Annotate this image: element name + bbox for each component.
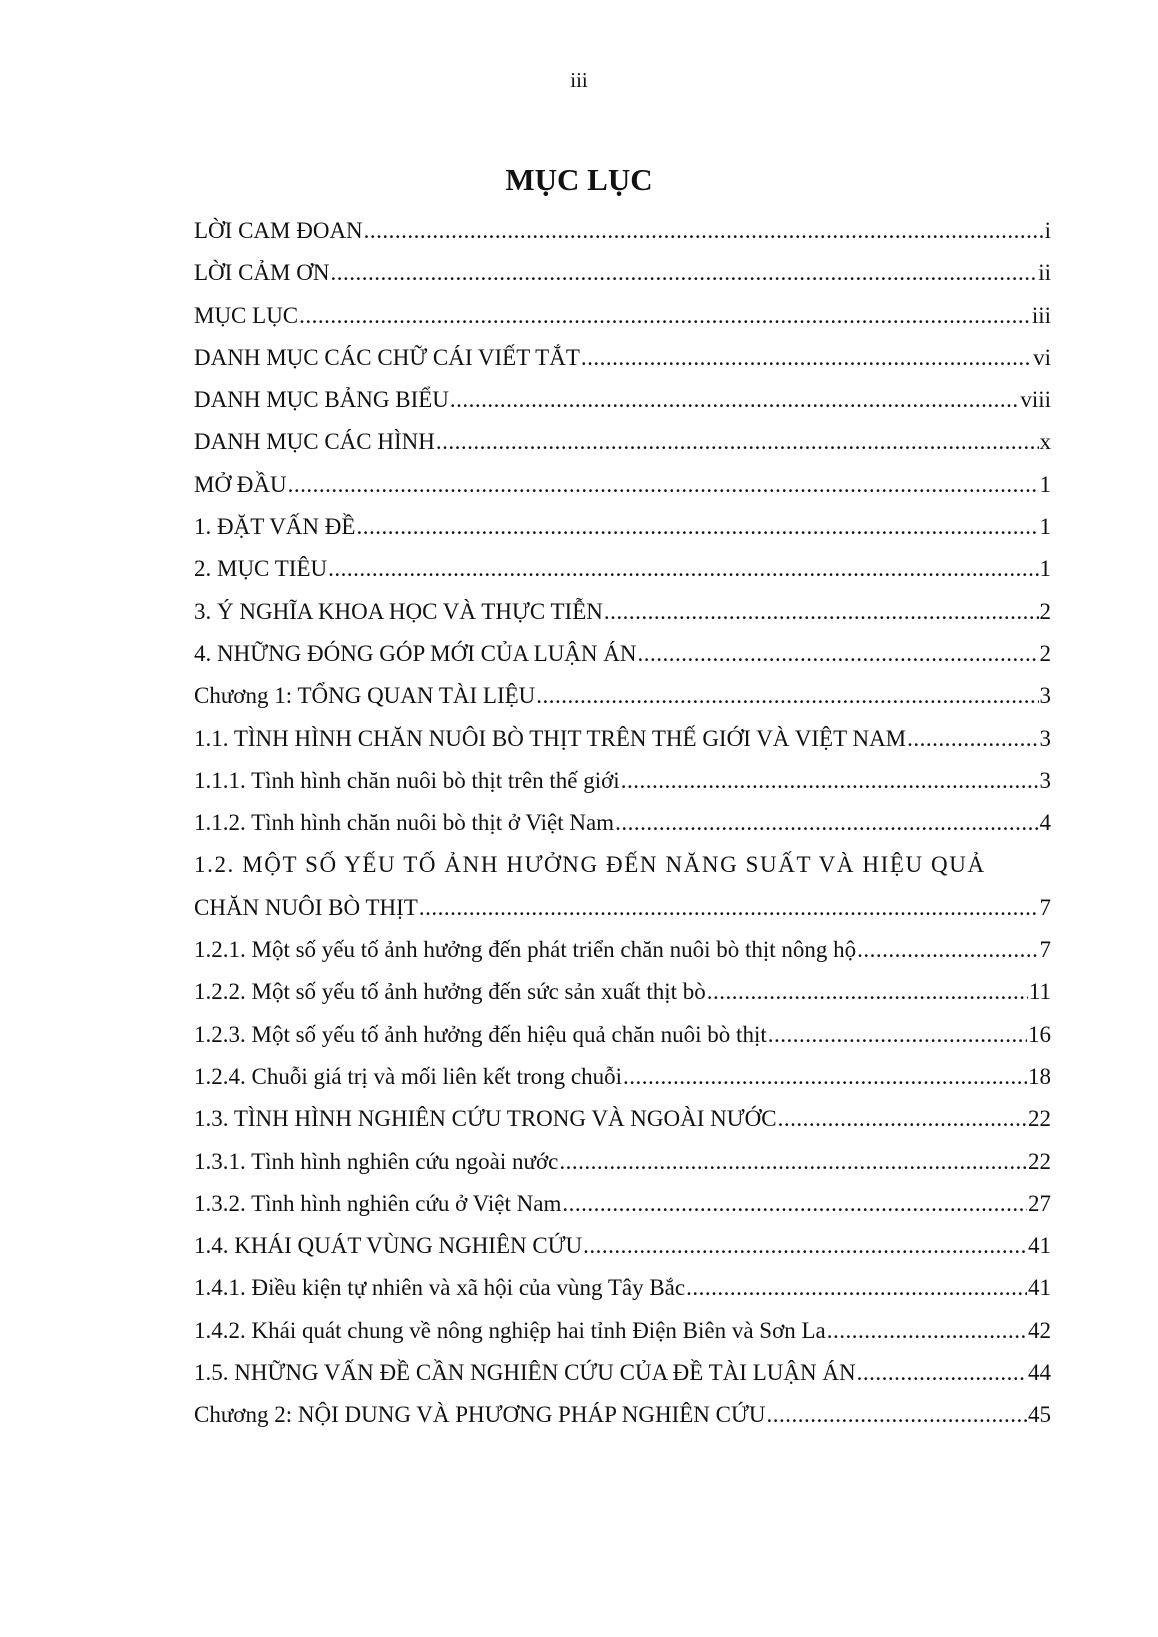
toc-entry-page: 18 <box>1028 1063 1051 1089</box>
toc-entry-page: 42 <box>1028 1317 1051 1343</box>
dot-leader <box>857 1352 1027 1394</box>
dot-leader <box>364 210 1044 252</box>
dot-leader <box>768 1014 1027 1056</box>
toc-entry-text: 1.1. TÌNH HÌNH CHĂN NUÔI BÒ THỊT TRÊN THẾ GIỚI VÀ VIỆT NAM <box>194 725 907 751</box>
toc-entry-text: 3. Ý NGHĨA KHOA HỌC VÀ THỰC TIỄN <box>194 598 603 624</box>
toc-entry-text: 1.2.2. Một số yếu tố ảnh hưởng đến sức sản xuất thịt bò <box>194 979 706 1005</box>
toc-entry-text: 1.4. KHÁI QUÁT VÙNG NGHIÊN CỨU <box>194 1233 583 1259</box>
toc-entry-page: vi <box>1033 344 1051 370</box>
toc-entry-text: 1.5. NHỮNG VẤN ĐỀ CẦN NGHIÊN CỨU CỦA ĐỀ TÀI LUẬN ÁN <box>194 1360 856 1386</box>
toc-entry-text: 1.2.4. Chuỗi giá trị và mối liên kết trong chuỗi <box>194 1063 622 1089</box>
toc-entry-text: 2. MỤC TIÊU <box>194 556 328 582</box>
toc-entry-text: 1.2.3. Một số yếu tố ảnh hưởng đến hiệu quả chăn nuôi bò thịt <box>194 1021 767 1047</box>
toc-entry[interactable] <box>194 1225 1051 1267</box>
toc-entry-page: i <box>1044 218 1051 243</box>
toc-entry-page: 3 <box>1039 683 1051 709</box>
toc-entry-page: 3 <box>1039 767 1051 793</box>
dot-leader <box>536 675 1038 717</box>
dot-leader <box>615 802 1038 844</box>
page-title: MỤC LỤC <box>505 162 653 197</box>
toc-entry-text: MỤC LỤC <box>194 302 299 328</box>
dot-leader <box>450 379 1019 421</box>
toc-entry[interactable] <box>194 591 1051 633</box>
toc-entry[interactable] <box>194 1310 1051 1352</box>
toc-entry-text: 1.3.1. Tình hình nghiên cứu ngoài nước <box>194 1148 559 1174</box>
toc-entry[interactable] <box>194 1056 1051 1098</box>
toc-entry[interactable] <box>194 760 1051 802</box>
toc-entry-page: 1 <box>1039 471 1051 497</box>
toc-entry[interactable] <box>194 1394 1051 1436</box>
dot-leader <box>623 1056 1027 1098</box>
toc-entry[interactable] <box>194 506 1051 548</box>
toc-entry[interactable] <box>194 887 1051 929</box>
toc-entry[interactable] <box>194 252 1051 294</box>
toc-entry-text: 1.1.2. Tình hình chăn nuôi bò thịt ở Việt Nam <box>194 810 615 836</box>
toc-entry-page: viii <box>1020 387 1051 413</box>
toc-entry[interactable] <box>194 971 1051 1013</box>
toc-entry-page: 16 <box>1028 1021 1051 1047</box>
toc-entry-page: 11 <box>1028 979 1051 1005</box>
dot-leader <box>559 1141 1027 1183</box>
dot-leader <box>907 718 1038 760</box>
toc-entry-text: LỜI CAM ĐOAN <box>194 218 363 243</box>
toc-entry-text: 1.4.2. Khái quát chung về nông nghiệp hai tỉnh Điện Biên và Sơn La <box>194 1317 826 1343</box>
dot-leader <box>288 464 1039 506</box>
dot-leader <box>621 760 1039 802</box>
toc-entry-text: DANH MỤC CÁC CHỮ CÁI VIẾT TẮT <box>194 344 580 370</box>
toc-entry[interactable] <box>194 1014 1051 1056</box>
toc-entry[interactable] <box>194 1352 1051 1394</box>
toc-entry-page: 7 <box>1039 937 1051 963</box>
toc-entry-page: 2 <box>1039 598 1051 624</box>
toc-entry[interactable] <box>194 718 1051 760</box>
toc-entry[interactable] <box>194 929 1051 971</box>
dot-leader <box>707 971 1028 1013</box>
table-of-contents <box>194 210 1051 1437</box>
toc-entry-text: 1.2.1. Một số yếu tố ảnh hưởng đến phát triển chăn nuôi bò thịt nông hộ <box>194 937 857 963</box>
toc-entry-page: 22 <box>1028 1106 1051 1132</box>
toc-entry-page: 2 <box>1039 640 1051 666</box>
page-number: iii <box>570 68 588 92</box>
toc-entry[interactable] <box>194 421 1051 463</box>
toc-entry-text: 4. NHỮNG ĐÓNG GÓP MỚI CỦA LUẬN ÁN <box>194 640 637 666</box>
dot-leader <box>356 506 1038 548</box>
dot-leader <box>766 1394 1027 1436</box>
toc-entry-text: CHĂN NUÔI BÒ THỊT <box>194 894 418 920</box>
toc-entry-text: DANH MỤC CÁC HÌNH <box>194 429 435 455</box>
toc-entry-page: 41 <box>1028 1233 1051 1259</box>
toc-entry-text: 1.1.1. Tình hình chăn nuôi bò thịt trên thế giới <box>194 767 620 793</box>
toc-entry-text: Chương 2: NỘI DUNG VÀ PHƯƠNG PHÁP NGHIÊN CỨU <box>194 1402 766 1428</box>
toc-entry[interactable] <box>194 1267 1051 1309</box>
toc-entry-page: 1 <box>1039 514 1051 540</box>
toc-entry-text: Chương 1: TỔNG QUAN TÀI LIỆU <box>194 683 536 709</box>
toc-entry[interactable] <box>194 464 1051 506</box>
toc-entry-page: 1 <box>1039 556 1051 582</box>
dot-leader <box>581 337 1032 379</box>
toc-entry-text: 1. ĐẶT VẤN ĐỀ <box>194 514 356 540</box>
toc-entry-text: 1.2. MỘT SỐ YẾU TỐ ẢNH HƯỞNG ĐẾN NĂNG SUẤT VÀ HIỆU QUẢ <box>194 852 986 878</box>
dot-leader <box>686 1267 1027 1309</box>
toc-entry[interactable] <box>194 379 1051 421</box>
toc-entry[interactable] <box>194 210 1051 252</box>
toc-entry-page: ii <box>1038 260 1051 286</box>
toc-entry[interactable] <box>194 633 1051 675</box>
dot-leader <box>604 591 1039 633</box>
toc-entry-text: 1.3.2. Tình hình nghiên cứu ở Việt Nam <box>194 1190 562 1216</box>
toc-entry[interactable] <box>194 802 1051 844</box>
toc-entry-text: 1.3. TÌNH HÌNH NGHIÊN CỨU TRONG VÀ NGOÀI NƯỚC <box>194 1106 777 1132</box>
toc-entry[interactable] <box>194 1098 1051 1140</box>
dot-leader <box>419 887 1039 929</box>
toc-entry[interactable] <box>194 1141 1051 1183</box>
dot-leader <box>436 421 1039 463</box>
toc-entry[interactable] <box>194 548 1051 590</box>
toc-entry-page: x <box>1039 429 1051 455</box>
toc-entry[interactable] <box>194 295 1051 337</box>
toc-entry-text: LỜI CẢM ƠN <box>194 260 330 286</box>
toc-entry-page: 45 <box>1028 1402 1051 1428</box>
toc-entry-page: 3 <box>1039 725 1051 751</box>
toc-entry-page: 22 <box>1028 1148 1051 1174</box>
toc-entry-page: 27 <box>1028 1190 1051 1216</box>
toc-entry-text: MỞ ĐẦU <box>194 471 287 497</box>
toc-entry[interactable] <box>194 1183 1051 1225</box>
toc-entry-text: DANH MỤC BẢNG BIỂU <box>194 387 449 413</box>
dot-leader <box>562 1183 1027 1225</box>
dot-leader <box>583 1225 1027 1267</box>
toc-entry-page: iii <box>1031 302 1051 328</box>
toc-entry-page: 4 <box>1039 810 1051 836</box>
dot-leader <box>857 929 1038 971</box>
toc-entry-page: 7 <box>1039 894 1051 920</box>
toc-entry[interactable] <box>194 844 1051 886</box>
toc-entry[interactable] <box>194 337 1051 379</box>
dot-leader <box>299 295 1031 337</box>
dot-leader <box>328 548 1038 590</box>
toc-entry-page: 44 <box>1028 1360 1051 1386</box>
dot-leader <box>827 1310 1027 1352</box>
dot-leader <box>638 633 1039 675</box>
dot-leader <box>330 252 1037 294</box>
toc-entry[interactable] <box>194 675 1051 717</box>
dot-leader <box>778 1098 1027 1140</box>
toc-entry-text: 1.4.1. Điều kiện tự nhiên và xã hội của vùng Tây Bắc <box>194 1275 686 1301</box>
toc-entry-page: 41 <box>1028 1275 1051 1301</box>
